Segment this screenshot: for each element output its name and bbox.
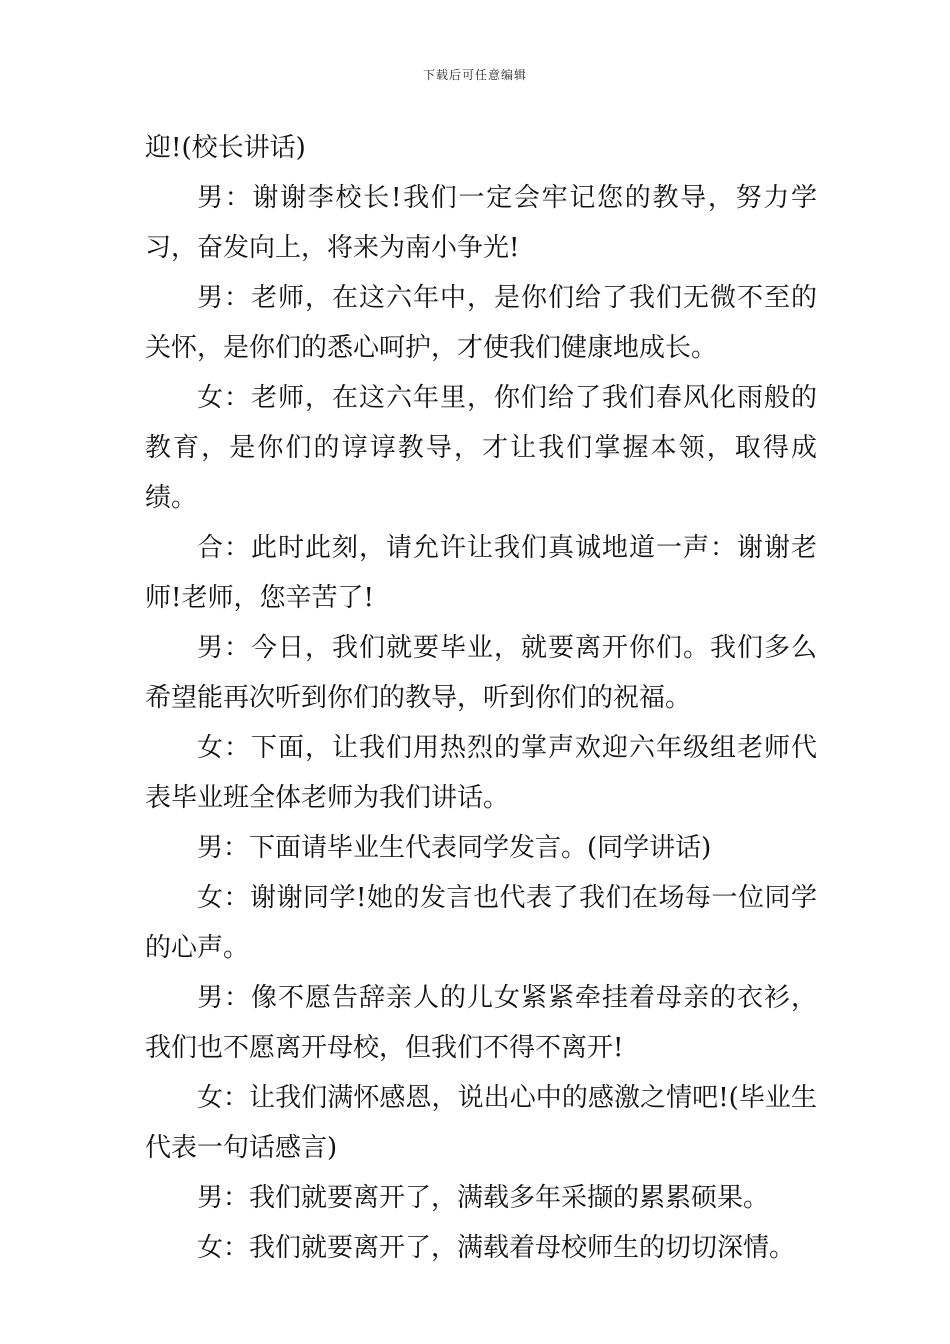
paragraph: 女：下面，让我们用热烈的掌声欢迎六年级组老师代表毕业班全体老师为我们讲话。 [145, 733, 817, 813]
paragraph: 男：像不愿告辞亲人的儿女紧紧牵挂着母亲的衣衫，我们也不愿离开母校，但我们不得不离开! [145, 983, 817, 1063]
paragraph: 合：此时此刻，请允许让我们真诚地道一声：谢谢老师!老师，您辛苦了! [145, 533, 817, 613]
page-header: 下载后可任意编辑 [422, 68, 527, 82]
paragraph: 女：老师，在这六年里，你们给了我们春风化雨般的教育，是你们的谆谆教导，才让我们掌握本领，取得成绩。 [145, 383, 817, 513]
paragraph: 迎!(校长讲话) [145, 133, 306, 163]
paragraph: 女：我们就要离开了，满载着母校师生的切切深情。 [197, 1233, 796, 1263]
paragraph: 女：让我们满怀感恩，说出心中的感激之情吧!(毕业生代表一句话感言) [145, 1083, 817, 1163]
paragraph: 男：我们就要离开了，满载多年采撷的累累硕果。 [197, 1183, 770, 1213]
paragraph: 男：今日，我们就要毕业，就要离开你们。我们多么希望能再次听到你们的教导，听到你们的祝福。 [145, 633, 817, 713]
document-body [145, 123, 817, 1273]
paragraph: 男：下面请毕业生代表同学发言。(同学讲话) [197, 833, 712, 863]
paragraph: 男：谢谢李校长!我们一定会牢记您的教导，努力学习，奋发向上，将来为南小争光! [145, 183, 817, 263]
paragraph: 女：谢谢同学!她的发言也代表了我们在场每一位同学的心声。 [145, 883, 817, 963]
paragraph: 男：老师，在这六年中，是你们给了我们无微不至的关怀，是你们的悉心呵护，才使我们健康地成长。 [145, 283, 817, 363]
